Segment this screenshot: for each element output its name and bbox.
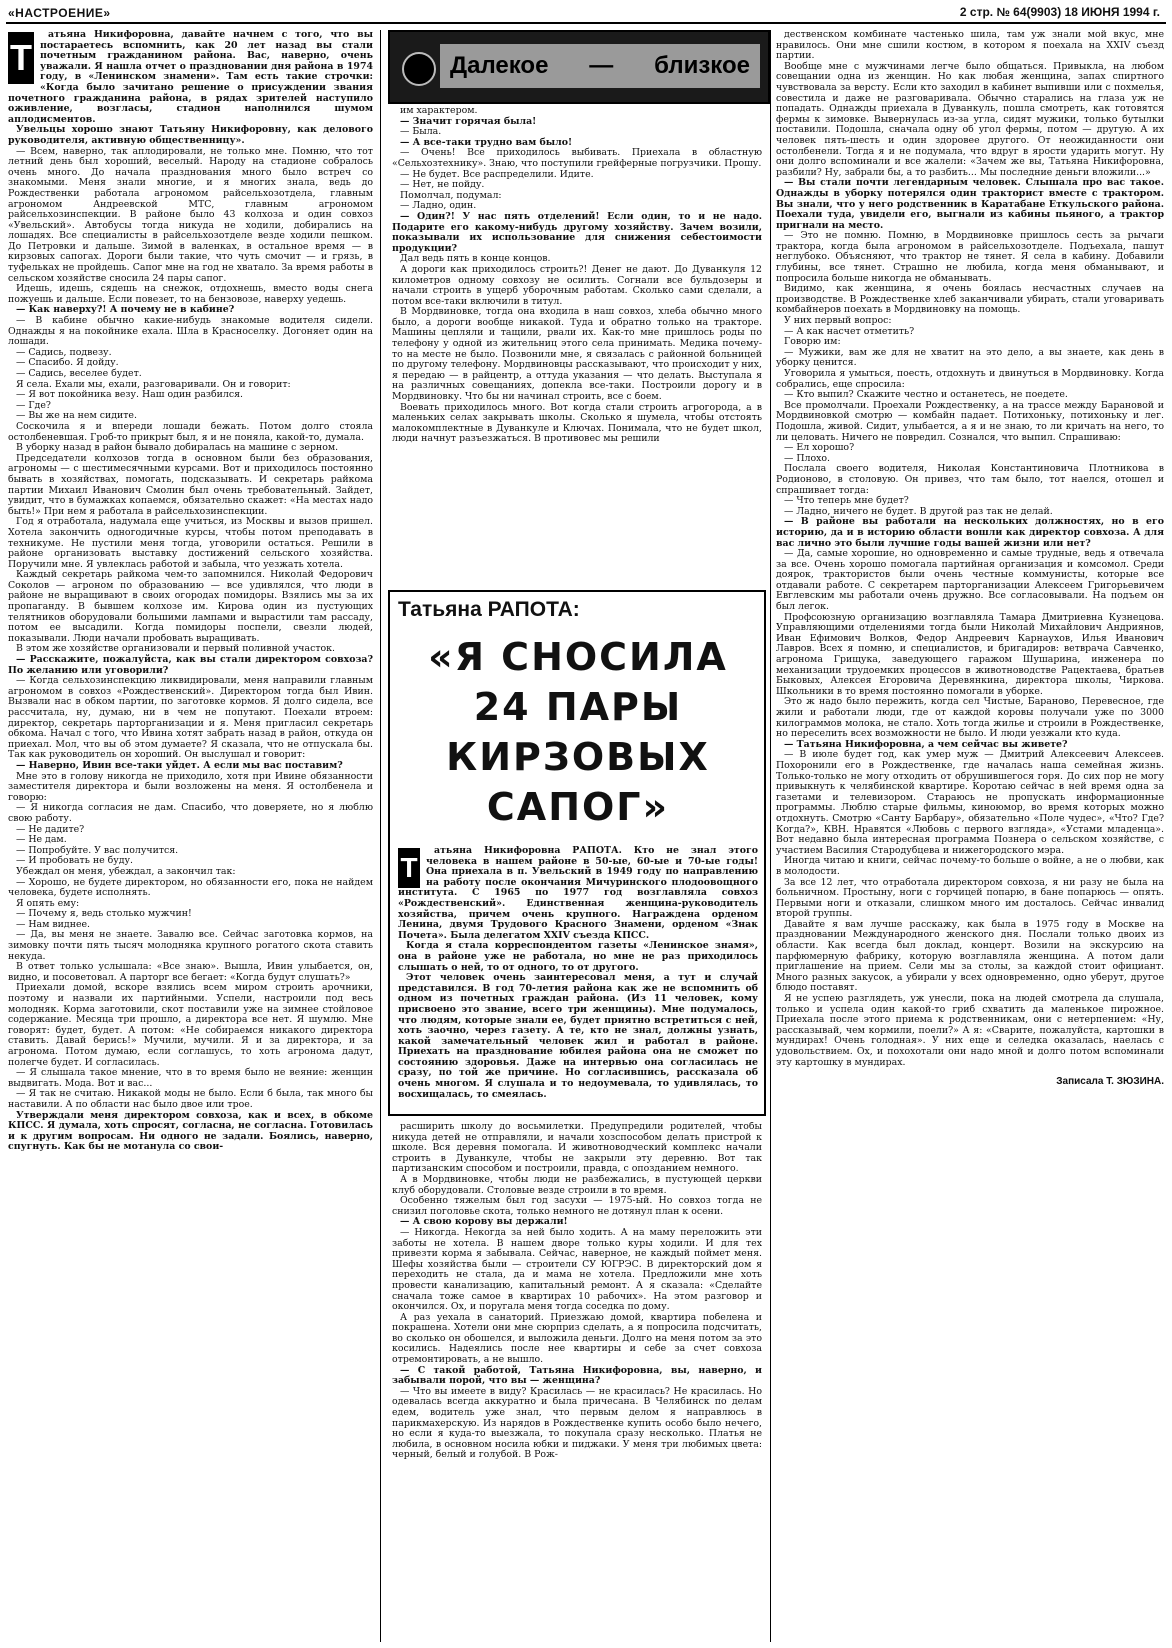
rubric-banner [388,30,770,104]
paragraph: Особенно тяжелым был год засухи — 1975-ый. Но совхоз тогда не снизил поголовье скота, только немного не дотянул план к осени. [392,1195,762,1217]
paragraph: Вообще мне с мужчинами легче было общаться. Привыкла, на любом совещании одна из женщин. Но как любая женщина, запах спиртного чувствовала за версту. Если кто заходил в кабинет выпивши или с похмелья, совестила и даже не разговаривала. Обычно старались на глаза уж не попадать. Однажды приехала в Дуванкуль, пошла смотреть, как готовятся фермы к зимовке. Вывернулась из-за угла, сидят мужики, только бутылки поставили. Подошла, сначала одну об угол фермы, потом — другую. А их человек пять-шесть и один здоровее другого. От неожиданности они остолбенели. Тогда я и не подумала, что вдруг в ярости ударить могут. Ну они долго вспоминали и все жалели: «Зачем же вы, Татьяна Никифоровна, разбили? Ну, забрали бы, а то разбить... Мы последние деньги вложили...» [776,60,1164,178]
paragraph: Иногда читаю и книги, сейчас почему-то больше о войне, а не о любви, как в молодости. [776,855,1164,877]
paragraph: — Мужики, вам же для не хватит на это дело, а вы знаете, как день в уборку ценится. [776,346,1164,369]
paragraph: За все 12 лет, что отработала директором совхоза, я ни разу не была на больничном. Простыну, ноги с горчицей попарю, в бане попарюсь — опять. Первыми ноги и отказали, слишком много им досталось. Сейчас инвалид второй группы. [776,876,1164,920]
paragraph: — Не дадите? [16,823,85,835]
paragraph: — Это не помню. Помню, в Мордвиновке пришлось сесть за рычаги трактора, когда была агрономом в райсельхозотделе. Подъехала, пашут неглубоко. Объясняют, что трактор не тянет. Я села в кабину. Добавили глубины, все тянет. Страшно не любила, когда меня обманывают, и попросила больше никогда не обманывать. [776,230,1164,284]
rubric-right-word: близкое [654,52,750,79]
column-2-top-body [392,106,762,445]
paragraph: — Наверно, Ивин все-таки уйдет. А если мы вас поставим? [16,759,343,771]
paragraph: — Вы же на нем сидите. [16,410,137,422]
paragraph: — Очень! Все приходилось выбивать. Приехала в областную «Сельхозтехнику». Знаю, что поступили грейферные погрузчики. Прошу. [392,147,762,169]
headline-line: САПОГ» [486,785,670,829]
paragraph: — Значит горячая была! [400,115,537,127]
paragraph: У них первый вопрос: [784,315,892,327]
rubric-left-word: Далекое [450,52,549,79]
paragraph: — Где? [16,399,51,411]
paragraph: — С такой работой, Татьяна Никифоровна, вы, наверно, и забывали порой, что вы — женщина? [392,1364,762,1387]
paragraph: — Не будет. Все распределили. Идите. [400,168,594,180]
paragraph: — Как наверху?! А почему не в кабине? [16,304,235,316]
paragraph: Председатели колхозов тогда в основном были без образования, агрономы — с шестимесячными курсами. Вот и приходилось постоянно бывать в хозяйствах, помогать, подсказывать. И секретарь райкома партии Михаил Иванович Смолин был очень требовательный. Зайдет, увидит, что в бумажках копаемся, обязательно скажет: «На местах надо быть!» При нем я работала в райсельхозинспекции. [8,452,373,517]
column-1-body [8,147,373,1153]
paragraph: — Татьяна Никифоровна, а чем сейчас вы живете? [784,738,1068,750]
headline-box [388,590,766,1116]
section-name: «НАСТРОЕНИЕ» [8,6,111,20]
paragraph: — В июле будет год, как умер муж — Дмитрий Алексеевич Алексеев. Похоронили его в Рождественке, где началась наша семейная жизнь. Только-только не могу отходить от обрушившегося горя. До сих пор не могу привыкнуть к челябинской квартире. Коротаю сейчас в ней время одна за газетами и телевизором. Стараюсь не пропускать информационные программы. Люблю старые фильмы, киноюмор, во время которых можно отдохнуть. Смотрю «Санту Барбару», обязательно «Поле чудес», «Что? Где? Когда?», КВН. Нравятся «Любовь с первого взгляда», «Устами младенца». Вот недавно была интересная программа Познера о сельском хозяйстве, с участием Василия Стародубцева и нижегородского мэра. [776,749,1164,856]
paragraph: — Да, вы меня не знаете. Завалю все. Сейчас заготовка кормов, на зимовку почти пять тысяч молодняка крупного рогатого скота ставить некуда. [8,929,373,962]
paragraph: Это ж надо было пережить, когда сел Чистые, Бараново, Перевесное, где жили и работали люди, где от каждой коровы получали уже по 3000 килограммов молока, не стало. Хоть тогда жилье и строили в Рождественке, но переселить всех возможности не было. И люди уезжали кто куда. [776,696,1164,740]
paragraph: — Ладно, ничего не будет. В другой раз так не делай. [784,505,1053,517]
paragraph: — Хорошо, не будете директором, но обязанности его, пока не найдем человека, будете исполнять. [8,876,373,899]
headline-line: КИРЗОВЫХ [446,735,710,779]
column-divider [770,30,771,1642]
paragraph: дественском комбинате частенько шила, там уж знали мой вкус, мне нравилось. Они мне сшили костюм, в котором я поехала на XXIV съезд партии. [776,30,1164,62]
top-rule [6,22,1166,24]
paragraph: В уборку назад в район бывало добиралась на машине с зерном. [16,442,339,454]
paragraph: Мне это в голову никогда не приходило, хотя при Ивине обязанности заместителя директора и были возложены на меня. Я остолбенела и говорю: [8,770,373,803]
paragraph: — Садись, веселее будет. [16,368,142,379]
paragraph: Я опять ему: [16,897,80,909]
paragraph: — А все-таки трудно вам было! [400,136,573,148]
paragraph: Я не успею разглядеть, уж унесли, пока на людей смотрела да слушала, только и успела один какой-то гриб схватить да маленькое пирожное. Приехала после этого приема к родственникам, они с нетерпением: «Ну, рассказывай, чем кормили, поели?» А я: «Сварите, пожалуйста, картошки в мундирах! Очень голодная». У них еще и селедка оказалась, наелась с удовольствием. Ох, и похохотали они надо мной и долго потом вспоминали эту картошку в мундирах. [776,993,1164,1068]
intro-lead-2: Увельцы хорошо знают Татьяну Никифоровну, как делового руководителя, активную общественницу». [8,124,373,146]
headline-lead-p1: атьяна Никифоровна РАПОТА. Кто не знал этого человека в нашем районе в 50-ые, 60-ые и 70-ые годы! Она приехала в п. Увельский в 1949 году по направлению на работу после окончания Мичуринского плодоовощного института. С 1965 по 1977 год возглавляла совхоз «Рождественский». Единственная женщина-руководитель хозяйства, причем очень крупного. Награждена орденом Ленина, двумя Трудового Красного Знамени, орденом «Знак Почета». Была делегатом XXIV съезда КПСС. [398,846,758,941]
headline-lead-p3: Этот человек очень заинтересовал меня, а тут и случай представился. В год 70-летия района как же не вспомнить об одном из почетных граждан района. (Из 11 человек, кому присвоено это звание, всего три женщины). Мне подумалось, что людям, которые знали ее, будет приятно встретиться с ней, хоть заочно, через газету. А те, кто не знал, должны узнать, какой замечательный человек жил и работал в районе. Приехать на празднование юбилея района она не сможет по состоянию здоровья. Даже на интервью она согласилась не сразу, по той же причине. Но согласившись, рассказала об очень многом. Я слушала и то недоумевала, то удивлялась, то восхищалась, то смеялась. [398,972,758,1100]
headline-title [398,632,758,832]
paragraph: — Я вот покойника везу. Наш один разбился. [16,389,244,401]
column-3 [776,30,1164,1642]
paragraph: — Вы стали почти легендарным человек. Слышала про вас такое. Однажды в уборку потерялся один тракторист вместе с трактором. Вы знали, что у него родственник в Каратабане Еткульского района. Поехали туда, увидели его, выгнали из кабины пьяного, а трактор пригнали на место. [776,177,1164,231]
bullet-circle-icon [402,52,436,86]
paragraph: — В районе вы работали на нескольких должностях, но в его историю, да и в историю области вошли как директор совхоза. А для вас лично это были лучшие годы вашей жизни или нет? [776,516,1164,549]
paragraph: — Что теперь мне будет? [784,495,909,507]
paragraph: — Ел хорошо? [784,442,855,454]
paragraph: Приехали домой, вскоре взялись всем миром строить арочники, поэтому и назвали их партийными. Успели, настроили под весь молодняк. Корма заготовили, скот поставили уже на зимнее стойловое содержание. Месяца три прошло, а директора все нет. Я шумлю. Мне говорят: будет, будет. А потом: «Не собираемся никакого директора ставить. Давай берись!» Мучили, мучили. Я и за директора, и за агронома. Потом думаю, если соглашусь, то хоть агронома дадут, полегче будет. И согласилась. [8,982,373,1068]
paragraph: — Плохо. [784,452,831,464]
paragraph: — Нет, не пойду. [400,179,485,191]
paragraph: Послала своего водителя, Николая Константиновича Плотникова в Родионово, в столовую. Он привез, что там было, тот наелся, отошел и спрашивает тогда: [776,463,1164,496]
paragraph: — Когда сельхозинспекцию ликвидировали, меня направили главным агрономом в совхоз «Рождественский». Директором тогда был Ивин. Вызвали нас в обком партии, по заготовке кормов. Я долго сидела, все рассчитала, ну, думаю, ни в чем не попутают. Поехали втроем: директор, секретарь парторганизации и я. Меня пригласил секретарь обкома. Начал с того, что Ивина хотят забрать назад в район, откуда он приехал. Мол, что вы об этом думаете? Я сказала, что не отпускала бы. Так как руководитель он хороший. Он выслушал и говорит: [8,675,373,761]
paragraph: — Что вы имеете в виду? Красилась — не красилась? Не красилась. Но одевалась всегда аккуратно и была причесана. В Челябинск по делам едем, водитель уже знал, что первым делом я направлюсь в парикмахерскую. Из нарядов в Рождественке купить особо было нечего, но если я куда-то выезжала, то покупала сразу несколько. Платья не любила, в основном носила юбки и пиджаки. У меня три любимых цвета: черный, белый и голубой. В Рож- [392,1385,762,1461]
paragraph: — Я слышала такое мнение, что в то время было не веяние: женщин выдвигать. Мода. Вот и вас... [8,1067,373,1089]
column-1 [8,30,373,1642]
column-3-body [776,30,1164,1068]
paragraph: им характером. [400,106,478,116]
paragraph: Я села. Ехали мы, ехали, разговаривали. Он и говорит: [16,378,291,390]
paragraph: Год я отработала, надумала еще учиться, из Москвы и вызов пришел. Хотела закончить одногодичные курсы, чтобы потом преподавать в техникуме. Не пустили меня тогда, уговорили остаться. Решили в районе организовать выставку достижений сельского хозяйства. Поручили мне. Я увлеклась работой и забыла, что уезжать хотела. [8,516,373,570]
paragraph: Воевать приходилось много. Вот когда стали строить агрогорода, а в маленьких селах закрывать школы. Сколько я шумела, чтобы отстоять малокомплектные в Дуванкуле и Ключах. Понимала, что не будет школ, люди начнут разъезжаться. В противовес мы решили [392,401,762,445]
paragraph: — Всем, наверно, так аплодировали, не только мне. Помню, что тот летний день был хороший, веселый. Народу на стадионе собралось очень много. До начала празднования много было встреч со знакомыми. Меня знали многие, и я многих знала, ведь до Рождественки работала агрономом райсельхозотдела, главным агрономом Андреевской МТС, главным агрономом райсельхозинспекции. В районе было 43 колхоза и один совхоз «Увельский». Автобусы тогда никуда не ходили, добирались на лошадях. Все специалисты в райсельхозотделе везде ходили пешком. До Петровки и дальше. Зимой в валенках, в остальное время — в кирзовых сапогах. Дороги были такие, что чуть смочит — и грязь, в туфельках не пройдешь. Сапог мне на год не хватало. За время работы в сельском хозяйстве сносила 24 пары сапог. [8,145,373,284]
paragraph: Идешь, идешь, сядешь на снежок, отдохнешь, вместо воды снега пожуешь и дальше. Если повезет, то на бензовозе, наверху уедешь. [8,283,373,305]
paragraph: — И пробовать не буду. [16,855,134,867]
dropcap: Т [8,32,34,84]
paragraph: — Почему я, ведь столько мужчин! [16,908,192,920]
paragraph: Уговорила я умыться, поесть, отдохнуть и двинуться в Мордвиновку. Когда собрались, еще спросила: [776,368,1164,390]
column-2-bottom [392,1122,762,1642]
rubric-title [440,44,760,88]
paragraph: А дороги как приходилось строить?! Денег не дают. До Дуванкуля 12 километров одному совхозу не осилить. Согнали все бульдозеры и начали строить в ущерб уборочным работам. Сколько сами сделали, а потом все-таки включили в титул. [392,263,762,307]
paragraph: — Да, самые хорошие, но одновременно и самые трудные, ведь я отвечала за все. Очень хорошо помогала партийная организация и комсомол. Среди доярок, трактористов были очень честные коммунисты, которые все отдавали работе. С секретарем парторганизации Алексеем Григорьевичем Евглевским мы работали очень дружно. Все согласовывали. На подъем он был легок. [776,548,1164,613]
paragraph: — Я никогда согласия не дам. Спасибо, что доверяете, но я люблю свою работу. [8,802,373,824]
paragraph: — Ладно, один. [400,200,477,212]
column-2-bottom-body [392,1122,762,1461]
paragraph: Дал ведь пять в конце концов. [400,253,551,265]
headline-line: «Я СНОСИЛА [428,635,728,679]
paragraph: Давайте я вам лучше расскажу, как была в 1975 году в Москве на праздновании Международного женского дня. Послали только двоих из области. Как всегда был доклад, концерт. Возили на экскурсию на парфюмерную фабрику, которую возглавляла женщина. А потом дали приглашение на прием. Сели мы за столы, за каждой стоит официант. Много разных закусок, а убирали у всех одновременно, одно уберут, другое блюдо поставят. [776,918,1164,994]
paragraph: расширить школу до восьмилетки. Предупредили родителей, чтобы никуда детей не отправляли, и начали хозспособом делать пристрой к школе. Вся деревня помогала. И животноводческий комплекс начали строить в Дуванкуле, чтобы не закрыли эту деревню. Вот так партизанским способом и построили, правда, с опозданием немного. [392,1122,762,1175]
dropcap: Т [398,848,420,888]
paragraph: — А как насчет отметить? [784,325,915,337]
paragraph: — Нам виднее. [16,918,91,930]
intro-lead: атьяна Никифоровна, давайте начнем с того, что вы постараетесь вспомнить, как 20 лет назад вы стали почетным гражданином района. Вас, наверно, очень уважали. Я нашла отчет о праздновании дня района в 1974 году, в «Ленинском знамени». Там есть такие строчки: «Когда было зачитано решение о присуждении звания почетного гражданина района, в рядах зрителей наступило оживление, возгласы, стадион наполнился шумом аплодисментов. [8,30,373,125]
paragraph: Утверждали меня директором совхоза, как и всех, в обкоме КПСС. Я думала, хоть спросят, согласна, не согласна. Готовилась и к другим вопросам. Ни одного не задали. Боялись, наверно, спугнуть. Как бы не мотанула со свои- [8,1109,373,1153]
paragraph: — Никогда. Некогда за ней было ходить. А на маму переложить эти заботы не хотела. В нашем дворе только куры ходили. И для тех привезти корма я забывала. Сейчас, наверное, не каждый поймет меня. Шефы хозяйства были — строители СУ ЮГРЭС. В директорский дом я переходить не стала, да и мама не хотела. Предложили мне хоть провести канализацию, капитальный ремонт. А я сказала: «Сделайте сначала тоже самое в квартирах 10 рабочих». На этом разговор и окончился. Ох, и поругала меня тогда соседка по дому. [392,1226,762,1313]
column-2-top [392,106,762,584]
paragraph: В этом же хозяйстве организовали и первый поливной участок. [16,643,335,655]
paragraph: Помолчал, подумал: [400,189,502,201]
issue-line: 2 стр. № 64(9903) 18 ИЮНЯ 1994 г. [959,5,1160,19]
column-divider [380,30,381,1642]
paragraph: Все промолчали. Проехали Рождественку, а на трассе между Барановой и Мордвиновкой смотрю — комбайн падает. Потихоньку, потихоньку и лег. Подошла, живой. Сидит, улыбается, а я и не знаю, то ли кричать на него, то ли целовать. Ничего не повредил. Сознался, что выпил. Спрашиваю: [776,399,1164,443]
paragraph: В Мордвиновке, тогда она входила в наш совхоз, хлеба обычно много было, а дороги вообще никакой. Туда и обратно только на тракторе. Машины цепляли и тащили, рвали их. Как-то мне пришлось роды по телефону у одной из жительниц этого села принимать. Медика почему-то на месте не было. Позвонили мне, я связалась с районной больницей по другому телефону. Мордвиновцы рассказывают, что происходит у них, я передаю — в райцентр, а оттуда указания — что делать. Выступала я на различных совещаниях, допекла все-таки. Построили дорогу и в Мордвиновку. Что бы ни начинал строить, все с боем. [392,306,762,403]
paragraph: Соскочила я и впереди лошади бежать. Потом долго стояла остолбеневшая. Гроб-то прикрыт был, я и не поняла, какой-то, думала. [8,420,373,443]
paragraph: — Один?! У нас пять отделений! Если один, то и не надо. Подарите его какому-нибудь другому хозяйству. Зачем возили, показывали их использование для снижения себестоимости продукции? [392,210,762,254]
paragraph: — Расскажите, пожалуйста, как вы стали директором совхоза? По желанию или уговорили? [8,654,373,676]
paragraph: Говорю им: [784,336,841,348]
rubric-dash: — [589,52,614,79]
intro-question [8,30,373,125]
paragraph: — А свою корову вы держали! [400,1216,568,1228]
author-signature: Записала Т. ЗЮЗИНА. [1056,1076,1164,1088]
headline-lead [398,846,758,1112]
headline-author: Татьяна РАПОТА: [398,598,580,621]
paragraph: Видимо, как женщина, я очень боялась несчастных случаев на производстве. В Рождественке хлеб заканчивали убирать, стали уговаривать комбайнеров поехать в Мордвиновку на помощь. [776,283,1164,316]
paragraph: — Я так не считаю. Никакой моды не было. Если б была, так много бы наставили. А по области нас было двое или трое. [8,1088,373,1110]
paragraph: — Садись, подвезу. [16,346,112,358]
paragraph: — Спасибо. Я дойду. [16,357,119,369]
paragraph: — В кабине обычно какие-нибудь знакомые водителя сидели. Однажды я на покойнике ехала. Шла в Красноселку. Догоняет один на лошади. [8,315,373,348]
paragraph: — Попробуйте. У вас получится. [16,844,179,856]
paragraph: — Была. [400,126,442,138]
paragraph: А в Мордвиновке, чтобы люди не разбежались, в пустующей церкви клуб оборудовали. Столовые везде строили в то время. [392,1173,762,1196]
paragraph: Профсоюзную организацию возглавляла Тамара Дмитриевна Кузнецова. Управляющими отделениями тогда были Николай Михайлович Андриянов, Иван Ефимович Волков, Федор Андреевич Карнаухов, Илья Иванович Лавров. Всех я помню, и специалистов, и бригадиров: ветврача Савченко, агронома Грищука, заведующего гаражом Шушарина, инженера по механизации трудоемких процессов в животноводстве Рацектаева, братьев Быковых, Алексея Егоровича Деревянкина, директора школы, Чиркова. Школьники в то время постоянно помогали в уборке. [776,611,1164,697]
paragraph: В ответ только услышала: «Все знаю». Вышла, Ивин улыбается, он, видно, и посоветовал. А парторг все бегает: «Когда будут слушать?» [8,961,373,983]
paragraph: — Не дам. [16,834,67,846]
paragraph: Каждый секретарь райкома чем-то запомнился. Николай Федорович Соколов — агроном по образованию — все удивлялся, что люди в районе не выращивают в своих огородах помидоры. Взялись мы за их пропаганду. В бывшем колхозе им. Кирова один из пустующих телятников оборудовали большими лампами и вырастили там рассаду, потом ее высадили. Когда помидоры поспели, свезли людей, показывали. Люди начали пробовать выращивать. [8,569,373,644]
paragraph: — Кто выпил? Скажите честно и останетесь, не поедете. [784,389,1068,401]
headline-line: 24 ПАРЫ [473,685,683,729]
headline-lead-p2: Когда я стала корреспондентом газеты «Ленинское знамя», она в районе уже не работала, но мне не раз приходилось слышать о ней, то от одного, то от другого. [398,940,758,973]
paragraph: Убеждал он меня, убеждал, а закончил так: [16,865,236,877]
paragraph: А раз уехала в санаторий. Приезжаю домой, квартира побелена и покрашена. Хотели они мне сюрприз сделать, а я попросила подсчитать, во сколько он обошелся, и выложила деньги. Долго на меня потом за это косились. Надеялись после нее квартиры и себе за счет совхоза отремонтировать, а не вышло. [392,1311,762,1366]
